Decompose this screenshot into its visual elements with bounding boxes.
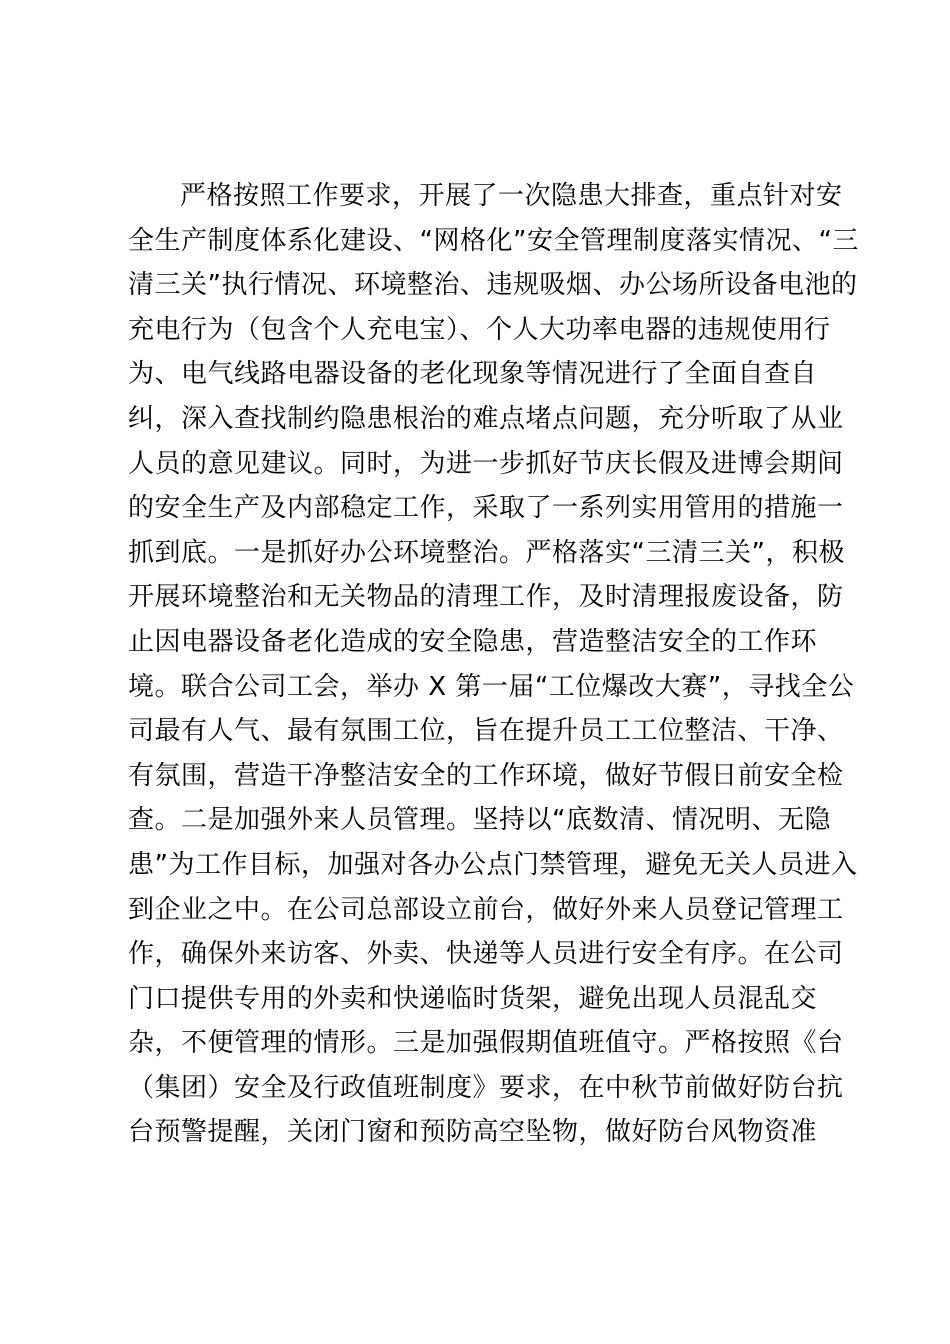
paragraph-line: （集团）安全及行政值班制度》要求，在中秋节前做好防台抗	[128, 1072, 844, 1103]
paragraph-line: 司最有人气、最有氛围工位，旨在提升员工工位整洁、干净、	[128, 716, 844, 747]
paragraph-line: 杂，不便管理的情形。三是加强假期值班值守。严格按照《台	[128, 1028, 844, 1059]
paragraph-line: 境。联合公司工会，举办 X 第一届“工位爆改大赛”，寻找全公	[128, 671, 855, 702]
paragraph-line: 作，确保外来访客、外卖、快递等人员进行安全有序。在公司	[128, 939, 844, 970]
paragraph-line: 有氛围，营造干净整洁安全的工作环境，做好节假日前安全检	[128, 760, 844, 791]
paragraph-line: 为、电气线路电器设备的老化现象等情况进行了全面自查自	[128, 359, 818, 390]
paragraph-line: 抓到底。一是抓好办公环境整治。严格落实“三清三关”，积极	[128, 537, 845, 568]
paragraph-line: 到企业之中。在公司总部设立前台，做好外来人员登记管理工	[128, 894, 844, 925]
paragraph-line: 清三关”执行情况、环境整治、违规吸烟、办公场所设备电池的	[128, 270, 858, 301]
paragraph-line: 台预警提醒，关闭门窗和预防高空坠物，做好防台风物资准	[128, 1117, 818, 1148]
paragraph-line: 人员的意见建议。同时，为进一步抓好节庆长假及进博会期间	[128, 448, 844, 479]
paragraph-line: 纠，深入查找制约隐患根治的难点堵点问题，充分听取了从业	[128, 403, 844, 434]
paragraph-line: 患”为工作目标，加强对各办公点门禁管理，避免无关人员进入	[128, 849, 858, 880]
paragraph-line: 开展环境整治和无关物品的清理工作，及时清理报废设备，防	[128, 582, 844, 613]
body-paragraph	[128, 174, 859, 1155]
paragraph-line: 查。二是加强外来人员管理。坚持以“底数清、情况明、无隐	[128, 805, 831, 836]
paragraph-line: 全生产制度体系化建设、“网格化”安全管理制度落实情况、“三	[128, 225, 859, 256]
paragraph-line: 门口提供专用的外卖和快递临时货架，避免出现人员混乱交	[128, 983, 818, 1014]
paragraph-line: 止因电器设备老化造成的安全隐患，营造整洁安全的工作环	[128, 626, 818, 657]
paragraph-line: 严格按照工作要求，开展了一次隐患大排查，重点针对安	[180, 181, 843, 211]
paragraph-line: 充电行为（包含个人充电宝）、个人大功率电器的违规使用行	[128, 314, 831, 345]
paragraph-line: 的安全生产及内部稳定工作，采取了一系列实用管用的措施一	[128, 493, 844, 524]
